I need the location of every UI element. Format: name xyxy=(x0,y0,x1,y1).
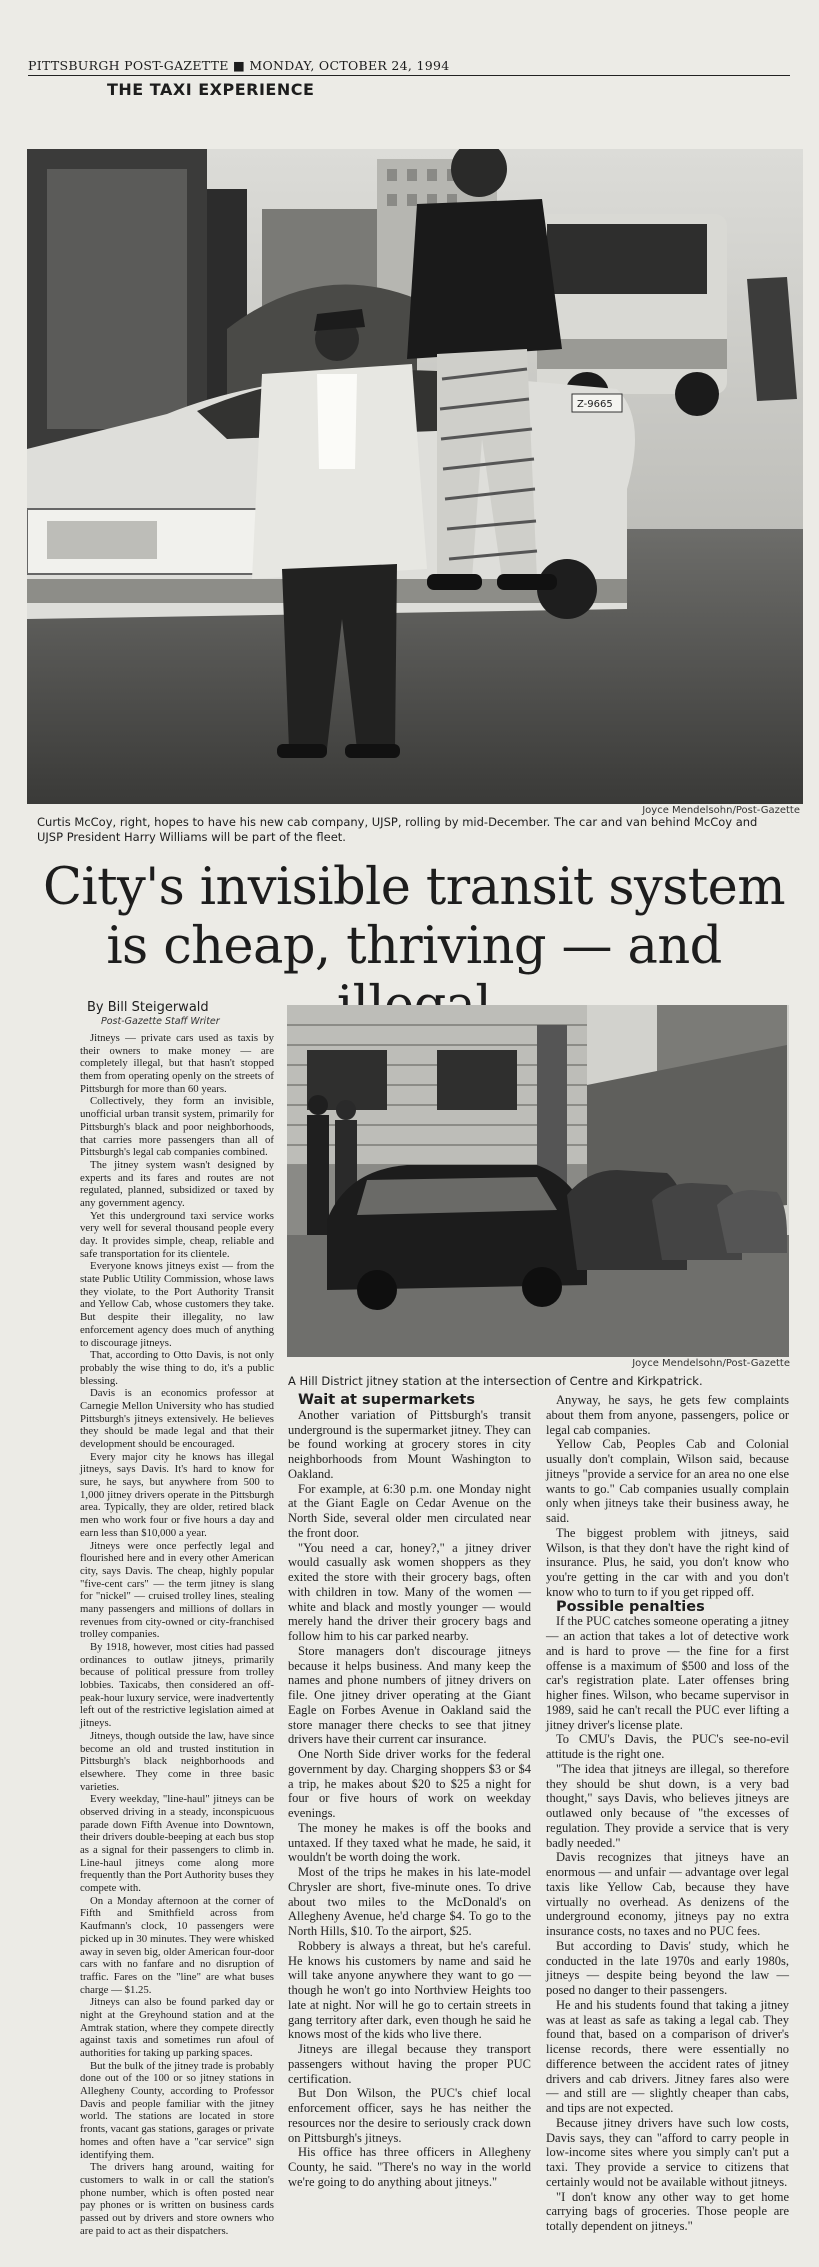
paragraph: Davis is an economics professor at Carnegie Mellon University who has studied Pittsburgh's jitneys extensively. He believes they should be made legal and that their development should be encouraged. xyxy=(80,1387,274,1450)
paragraph: Jitneys, though outside the law, have since become an old and trusted institution in Pittsburgh's black neighborhoods and elsewhere. They come in three basic varieties. xyxy=(80,1729,274,1793)
paragraph: One North Side driver works for the federal government by day. Charging shoppers $3 or $4 a trip, he makes about $20 to $25 a night for four or five hours of work on weekday evenings. xyxy=(288,1747,531,1820)
paragraph: The money he makes is off the books and untaxed. If they taxed what he made, he said, it wouldn't be worth doing the work. xyxy=(288,1820,531,1865)
paragraph: Yellow Cab, Peoples Cab and Colonial usually don't complain, Wilson said, because jitneys "provide a service for an area no one else wants to go." Cab companies usually complain only when jitneys take their business away, he said. xyxy=(546,1437,789,1525)
paragraph: Jitneys were once perfectly legal and flourished here and in every other American city, says Davis. The cheap, highly popular "five-cent cars" — the term jitney is slang for "nickel" — cruised trolley lines, stealing many passengers and millions of dollars in revenues from city-owned or city-franchised trolley companies. xyxy=(80,1539,274,1641)
paragraph: His office has three officers in Allegheny County, he said. "There's no way in the world we're going to do anything about jitneys." xyxy=(288,2145,531,2189)
paragraph: The jitney system wasn't designed by experts and its fares and routes are not regulated, planned, subsidized or taxed by any government agency. xyxy=(80,1158,274,1209)
paragraph: Jitneys can also be found parked day or night at the Greyhound station and at the Amtrak station, where they compete directly against taxis and sometimes run afoul of authorities for taking up parking spaces. xyxy=(80,1996,274,2059)
paragraph: Robbery is always a threat, but he's careful. He knows his customers by name and said he will take anyone anywhere they want to go — though he won't go into Northview Heights too late at night. Nor will he go to certain streets in gang territory after dark, even though he said he knows most of the kids who live there. xyxy=(288,1938,531,2042)
paragraph: For example, at 6:30 p.m. one Monday night at the Giant Eagle on Cedar Avenue on the North Side, several older men circulated near the front door. xyxy=(288,1481,531,1540)
paragraph: He and his students found that taking a jitney was at least as safe as taking a legal cab. They found that, based on a comparison of driver's license records, there were essentially no difference between the accident rates of jitney drivers and cab drivers. Jitney fares also were — and still are — slightly cheaper than cabs, and tips are not expected. xyxy=(546,1997,789,2115)
paragraph: Everyone knows jitneys exist — from the state Public Utility Commission, whose laws they violate, to the Port Authority Transit and Yellow Cab, whose customers they take. But despite their illegality, no law enforcement agency does much of anything to discourage jitneys. xyxy=(80,1260,274,1349)
paragraph: That, according to Otto Davis, is not only probably the wise thing to do, it's a public blessing. xyxy=(80,1349,274,1387)
subhead-possible-penalties: Possible penalties xyxy=(556,1598,705,1615)
photo-caption: Curtis McCoy, right, hopes to have his new cab company, UJSP, rolling by mid-December. The car and van behind McCoy and UJSP President Harry Williams will be part of the fleet. xyxy=(37,815,758,844)
paragraph: Anyway, he says, he gets few complaints about them from anyone, passengers, police or legal cab companies. xyxy=(546,1393,789,1437)
paragraph: Because jitney drivers have such low costs, Davis says, they can "afford to carry people in low-income sites where you simply can't put a taxi. They provide a service to citizens that certainly would not be available without jitneys. xyxy=(546,2115,789,2189)
paragraph: The drivers hang around, waiting for customers to walk in or call the station's phone number, which is often posted near pay phones or is written on business cards passed out by drivers and store owners who are paid to act as their dispatchers. xyxy=(80,2161,274,2237)
paragraph: To CMU's Davis, the PUC's see-no-evil attitude is the right one. xyxy=(546,1732,789,1761)
main-photo-illustration xyxy=(27,149,803,804)
section-title: THE TAXI EXPERIENCE xyxy=(107,80,315,99)
paragraph: "The idea that jitneys are illegal, so therefore they should be shut down, is a very bad thought," says Davis, who believes jitneys are outlawed only because of "the excesses of regulation. They provide a service that is very badly needed." xyxy=(546,1761,789,1850)
paragraph: Collectively, they form an invisible, unofficial urban transit system, primarily for Pittsburgh's black and poor neighborhoods, that carries more passengers than all of Pittsburgh's legal cab companies combined. xyxy=(80,1095,274,1159)
paragraph: On a Monday afternoon at the corner of Fifth and Smithfield across from Kaufmann's clock, 10 passengers were picked up in 30 minutes. They were whisked away in seven big, older American four-door cars with no fanfare and no disruption of traffic. Fares on the "line" are what buses charge — $1.25. xyxy=(80,1894,274,1996)
photo-credit-2: Joyce Mendelsohn/Post-Gazette xyxy=(632,1358,790,1369)
paragraph: Jitneys are illegal because they transport passengers without having the proper PUC certification. xyxy=(288,2042,531,2086)
photo-credit: Joyce Mendelsohn/Post-Gazette xyxy=(642,805,800,816)
headline-line-1: City's invisible transit system xyxy=(42,858,786,917)
headline-line-2: is cheap, thriving — and xyxy=(106,917,722,976)
paragraph: Jitneys — private cars used as taxis by their owners to make money — are completely illegal, but that hasn't stopped them from operating openly on the streets of Pittsburgh for more than 60 years. xyxy=(80,1032,274,1095)
paragraph: But the bulk of the jitney trade is probably done out of the 100 or so jitney stations in Allegheny County, according to Professor Davis and people familiar with the jitney world. The stations are located in store fronts, vacant gas stations, garages or private homes and often have a "car service" sign identifying them. xyxy=(80,2059,274,2161)
article-column-1 xyxy=(80,1032,274,2237)
article-column-3 xyxy=(546,1393,789,2234)
paragraph: But Don Wilson, the PUC's chief local enforcement officer, says he has neither the resources nor the desire to seriously crack down on Pittsburgh's jitneys. xyxy=(288,2086,531,2145)
photo-caption-2: A Hill District jitney station at the intersection of Centre and Kirkpatrick. xyxy=(288,1374,703,1388)
article-column-2 xyxy=(288,1393,531,2190)
paragraph: Store managers don't discourage jitneys because it helps business. And many keep the names and phone numbers of jitney drivers on file. One jitney driver operating at the Giant Eagle on Forbes Avenue in Oakland said the store manager there checks to see that jitney drivers have their current car insurance. xyxy=(288,1643,531,1747)
paragraph: Most of the trips he makes in his late-model Chrysler are short, five-minute ones. To drive about two miles to the McDonald's on Allegheny Avenue, he'd charge $4. To go to the North Hills, $10. To the airport, $25. xyxy=(288,1865,531,1938)
byline: By Bill Steigerwald xyxy=(87,1000,209,1015)
jitney-station-illustration xyxy=(287,1005,789,1357)
masthead-rule xyxy=(28,75,790,76)
paragraph: "You need a car, honey?," a jitney driver would casually ask women shoppers as they exited the store with their grocery bags, often with children in tow. Many of the women — white and black and mostly younger — would merely hand the driver their grocery bags and follow him to his car parked nearby. xyxy=(288,1540,531,1643)
paragraph: Davis recognizes that jitneys have an enormous — and unfair — advantage over legal taxis like Yellow Cab, because they have virtually no overhead. As denizens of the underground economy, jitneys pay no extra insurance costs, no taxes and no PUC fees. xyxy=(546,1850,789,1938)
main-photo xyxy=(27,149,803,804)
paragraph: Yet this underground taxi service works very well for several thousand people every day. It provides simple, cheap, reliable and safe transportation for its clientele. xyxy=(80,1209,274,1260)
paragraph: Every weekday, "line-haul" jitneys can be observed driving in a steady, inconspicuous parade down Fifth Avenue into Downtown, their drivers double-beeping at each bus stop as a signal for their passengers to climb in. Line-haul jitneys come along more frequently than the Port Authority buses they compete with. xyxy=(80,1793,274,1895)
jitney-station-photo xyxy=(287,1005,789,1357)
masthead: PITTSBURGH POST-GAZETTE ■ MONDAY, OCTOBER 24, 1994 xyxy=(28,58,450,73)
paragraph: Every major city he knows has illegal jitneys, says Davis. It's hard to know for sure, he says, but anywhere from 500 to 1,000 jitney drivers operate in the Pittsburgh area. Typically, they are older, retired black men who work four or five hours a day and earn less than $10,000 a year. xyxy=(80,1450,274,1539)
paragraph: The biggest problem with jitneys, said Wilson, is that they don't have the right kind of insurance. Plus, he said, you don't know who you're getting in the car with and you don't know who to turn to if you get ripped off. xyxy=(546,1525,789,1599)
paragraph: "I don't know any other way to get home carrying bags of groceries. Those people are totally dependent on jitneys." xyxy=(546,2189,789,2233)
paragraph: If the PUC catches someone operating a jitney — an action that takes a lot of detective work and is hard to prove — the fine for a first offense is a maximum of $500 and loss of the car's registration plate. Later offenses bring higher fines. Wilson, who became supervisor in 1989, said he can't recall the PUC ever lifting a jitney driver's license plate. xyxy=(546,1614,789,1732)
subhead-wait-at-supermarkets: Wait at supermarkets xyxy=(298,1392,475,1408)
byline-title: Post-Gazette Staff Writer xyxy=(101,1016,220,1027)
paragraph: But according to Davis' study, which he conducted in the late 1970s and early 1980s, jitneys — despite being beyond the law — posed no danger to their passengers. xyxy=(546,1938,789,1997)
license-plate: Z-9665 xyxy=(577,399,613,410)
paragraph: Another variation of Pittsburgh's transit underground is the supermarket jitney. They can be found working at grocery stores in city neighborhoods from Mount Washington to Oakland. xyxy=(288,1407,531,1481)
paragraph: By 1918, however, most cities had passed ordinances to outlaw jitneys, primarily because of political pressure from trolley lobbies. Taxicabs, then considered an off-peak-hour luxury service, were inadvertently left out of the restrictive legislation aimed at jitneys. xyxy=(80,1641,274,1730)
